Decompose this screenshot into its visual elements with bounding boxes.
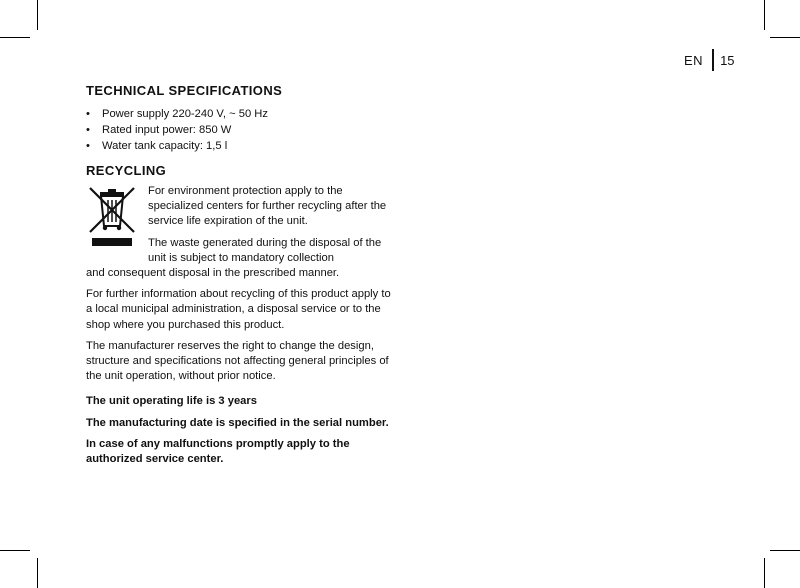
recycling-title: RECYCLING xyxy=(86,163,167,178)
main-content xyxy=(86,80,391,467)
crop-mark xyxy=(770,37,800,38)
tech-specs-list xyxy=(86,106,391,154)
recycling-paragraph-1: For environment protection apply to the specialized centers for further recycling after the service life expiration of the unit. xyxy=(148,185,387,228)
recycling-paragraph-3: For further information about recycling of this product apply to a local municipal administration, a disposal service or to the shop where you purchased this product. xyxy=(86,288,391,331)
crop-mark xyxy=(764,558,765,588)
page-separator xyxy=(712,49,714,71)
list-item: • Water tank capacity: 1,5 l xyxy=(86,138,391,154)
crop-mark xyxy=(770,550,800,551)
crop-mark xyxy=(37,0,38,30)
recycling-paragraph-2a: The waste generated during the disposal of the unit is subject to mandatory collection xyxy=(148,236,382,264)
recycling-paragraph-2b: and consequent disposal in the prescribed manner. xyxy=(86,267,340,280)
language-label: EN xyxy=(684,52,704,68)
recycling-block xyxy=(86,184,391,467)
list-item: • Power supply 220-240 V, ~ 50 Hz xyxy=(86,106,391,122)
page-header xyxy=(684,50,735,70)
manufacturing-date-note: The manufacturing date is specified in the serial number. xyxy=(86,416,389,429)
page-number: 15 xyxy=(720,52,735,68)
crossed-out-bin-icon xyxy=(86,184,138,248)
malfunctions-note: In case of any malfunctions promptly apply to the authorized service center. xyxy=(86,437,350,466)
crop-mark xyxy=(0,37,30,38)
crop-mark xyxy=(0,550,30,551)
crop-mark xyxy=(37,558,38,588)
operating-life-note: The unit operating life is 3 years xyxy=(86,395,257,408)
recycling-paragraph-4: The manufacturer reserves the right to change the design, structure and specifications not affecting general principles of the unit operation, without prior notice. xyxy=(86,339,389,383)
list-item: • Rated input power: 850 W xyxy=(86,122,391,138)
tech-specs-title: TECHNICAL SPECIFICATIONS xyxy=(86,83,283,98)
crop-mark xyxy=(764,0,765,30)
